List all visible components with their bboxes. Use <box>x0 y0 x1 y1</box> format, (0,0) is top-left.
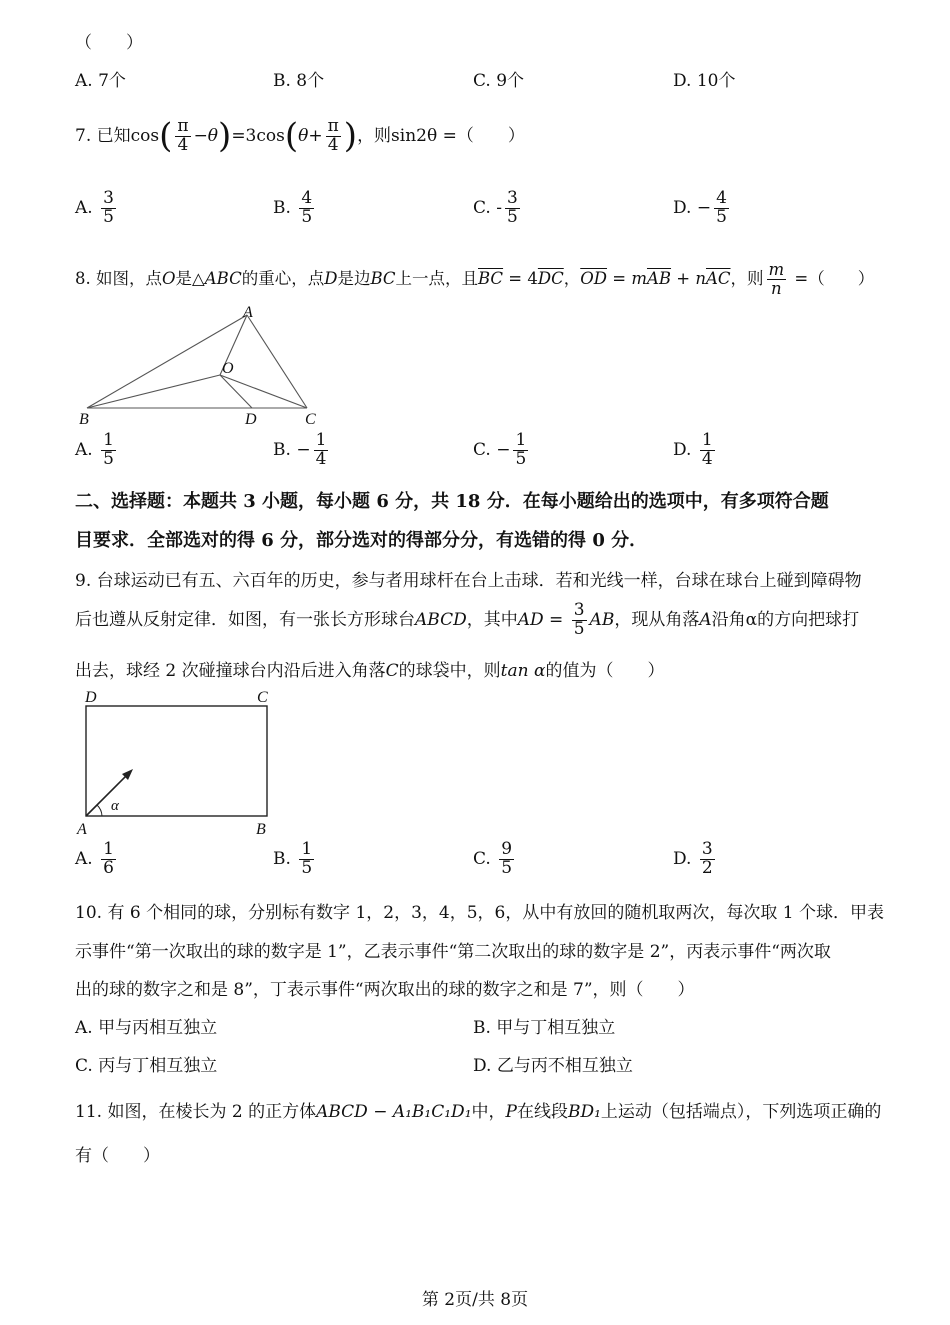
q8-option-c-den: 5 <box>515 448 527 469</box>
q7-option-a-den: 5 <box>103 206 114 227</box>
q8-stem <box>75 257 874 301</box>
q8-segment-bo <box>87 375 220 408</box>
q7-option-b-num: 4 <box>301 188 313 208</box>
q9-label-b: B <box>256 821 266 838</box>
q9-option-a-frac <box>101 841 116 878</box>
q9-option-b-label: B. <box>273 849 291 870</box>
q7-stem <box>75 112 525 160</box>
q11-point-p: P <box>505 1102 517 1122</box>
q7-paren-open: ( <box>159 116 173 156</box>
q8-frac-m-n <box>767 261 787 297</box>
q8-point-d: D <box>324 268 338 288</box>
q9-corner-c: C <box>385 661 399 681</box>
q8-option-a-label: A. <box>75 440 93 461</box>
q8-label-b: B <box>79 411 89 428</box>
q8-option-b <box>273 432 331 469</box>
q7-minus-theta: −θ <box>193 125 219 146</box>
q9-line2-b: ，其中 <box>466 609 518 630</box>
q11-line1 <box>75 1097 881 1122</box>
q7-option-b-label: B. <box>273 198 291 219</box>
q8-comma: ， <box>563 268 581 288</box>
question-paren: （ ） <box>75 33 143 53</box>
q9-ab: AB <box>589 609 615 630</box>
q8-text-c: 的重心，点 <box>241 268 325 288</box>
q9-abcd: ABCD <box>415 609 467 630</box>
q7-theta-plus: θ+ <box>298 125 323 146</box>
q8-option-a-num: 1 <box>103 430 114 450</box>
page-footer: 第 2页/共 8页 <box>421 1290 529 1310</box>
q8-point-o: O <box>162 268 176 288</box>
q7-eq: =3cos <box>231 125 285 146</box>
q9-option-d-den: 2 <box>701 857 713 878</box>
q10-line2: 示事件“第一次取出的球的数字是 1”，乙表示事件“第二次取出的球的数字是 2”，丙表示事件“两次取 <box>75 942 831 962</box>
q7-frac2-num: π <box>327 115 339 136</box>
q6-option-d: D. 10个 <box>673 71 736 91</box>
q9-shot-arrow-shaft <box>86 772 130 816</box>
q7-tail: ，则sin2θ =（ ） <box>357 125 525 146</box>
q8-text-e: 上一点，且 <box>395 268 478 288</box>
q8-option-a <box>75 432 119 469</box>
q8-option-c-frac <box>513 432 528 469</box>
q7-option-c-sign: - <box>496 198 502 219</box>
q10-line3: 出的球的数字之和是 8”，丁表示事件“两次取出的球的数字之和是 7”，则（ ） <box>75 980 695 1000</box>
q7-frac2-den: 4 <box>327 134 339 155</box>
q11-line1-a: 11. 如图，在棱长为 2 的正方体 <box>75 1102 317 1122</box>
q9-corner-a: A <box>699 609 712 630</box>
q9-ad: AD <box>517 609 544 630</box>
q8-option-a-frac <box>101 432 116 469</box>
q7-option-c-den: 5 <box>506 206 518 227</box>
q8-segment-od <box>220 375 252 408</box>
q8-vec-ac: $\overline{AC}$ <box>705 268 731 288</box>
q10-option-c: C. 丙与丁相互独立 <box>75 1056 218 1076</box>
q11-line1-b: 中， <box>471 1102 506 1122</box>
q7-frac-den: 4 <box>177 134 189 155</box>
q7-fraction-pi-4 <box>175 115 190 155</box>
q8-option-d <box>673 432 718 469</box>
q8-vec-ab: $\overline{AB}$ <box>646 268 672 288</box>
q11-line1-d: 上运动（包括端点），下列选项正确的 <box>600 1102 882 1122</box>
q9-line2-d: 沿角α的方向把球打 <box>711 609 860 630</box>
q9-option-a-label: A. <box>75 849 93 870</box>
q8-option-b-frac <box>314 432 329 469</box>
q8-vec-od: $\overline{OD}$ <box>580 268 608 288</box>
q8-option-c-label: C. <box>473 440 491 461</box>
q7-option-a-label: A. <box>75 198 93 219</box>
q8-option-d-num: 1 <box>701 430 713 450</box>
q9-option-a-num: 1 <box>103 839 114 859</box>
q7-frac-num: π <box>177 115 189 136</box>
q8-vec-dc: $\overline{DC}$ <box>537 268 564 288</box>
q8-label-d: D <box>245 411 257 428</box>
q7-option-d-label: D. <box>673 198 692 219</box>
q8-frac-m: m <box>768 260 785 280</box>
q9-line1: 9. 台球运动已有五、六百年的历史，参与者用球杆在台上击球．若和光线一样，台球在球台上碰到障碍物 <box>75 571 862 591</box>
q9-option-c-frac <box>499 841 514 878</box>
q9-option-c <box>473 841 517 878</box>
section-2-heading-line2: 目要求．全部选对的得 6 分，部分选对的得部分分，有选错的得 0 分． <box>75 530 648 551</box>
q9-option-d-label: D. <box>673 849 692 870</box>
q9-line3-a: 出去，球经 2 次碰撞球台内沿后进入角落 <box>75 661 386 681</box>
q9-option-b-den: 5 <box>301 857 313 878</box>
q7-option-d-num: 4 <box>716 188 727 208</box>
q8-option-b-den: 4 <box>315 448 327 469</box>
q9-label-alpha: α <box>111 798 119 814</box>
q9-option-b <box>273 841 317 878</box>
q9-eq: = <box>543 609 569 630</box>
q10-option-a: A. 甲与丙相互独立 <box>75 1018 218 1038</box>
q7-option-c <box>473 190 523 227</box>
q7-paren-close-2: ) <box>343 116 358 156</box>
q9-label-c: C <box>257 689 268 706</box>
q9-line2 <box>75 598 859 642</box>
q6-option-c: C. 9个 <box>473 71 525 91</box>
q8-label-o: O <box>222 360 234 377</box>
q8-side-bc: BC <box>370 268 396 288</box>
q8-option-d-frac <box>700 432 715 469</box>
q9-option-c-label: C. <box>473 849 491 870</box>
q11-line1-c: 在线段 <box>516 1102 568 1122</box>
q7-option-d-sign: − <box>696 198 712 219</box>
q9-option-d <box>673 841 718 878</box>
q11-segment-bd1: BD₁ <box>567 1102 601 1122</box>
q9-frac-den: 5 <box>573 618 585 639</box>
q8-option-c-num: 1 <box>515 430 527 450</box>
q11-cube: ABCD − A₁B₁C₁D₁ <box>316 1102 472 1122</box>
section-2-heading-line1: 二、选择题：本题共 3 小题，每小题 6 分，共 18 分．在每小题给出的选项中，有多项符合题 <box>75 491 829 512</box>
q10-line1: 10. 有 6 个相同的球，分别标有数字 1，2，3，4，5，6，从中有放回的随机取两次，每次取 1 个球．甲表 <box>75 903 884 923</box>
q7-fraction-pi-4-b <box>326 115 341 155</box>
q9-option-a <box>75 841 119 878</box>
q9-line3 <box>75 656 664 681</box>
q8-eq4: = 4 <box>503 268 538 288</box>
q7-option-d <box>673 190 732 227</box>
q9-label-d: D <box>85 689 97 706</box>
q8-option-d-den: 4 <box>701 448 713 469</box>
q7-cos: cos <box>130 125 160 146</box>
q8-triangle-figure <box>75 303 335 428</box>
q9-label-a: A <box>77 821 87 838</box>
q8-option-d-label: D. <box>673 440 692 461</box>
q7-option-c-label: C. <box>473 198 491 219</box>
q8-frac-n: n <box>771 278 782 298</box>
q8-triangle: △ABC <box>192 268 242 288</box>
q8-label-c: C <box>305 411 316 428</box>
q9-line3-b: 的球袋中，则 <box>398 661 501 681</box>
q8-option-c-sign: − <box>496 440 511 461</box>
q8-label-a: A <box>243 304 253 321</box>
q9-option-d-num: 3 <box>701 839 713 859</box>
q9-line2-a: 后也遵从反射定律．如图，有一张长方形球台 <box>75 609 415 630</box>
q9-option-d-frac <box>700 841 715 878</box>
q8-segment-oc <box>220 375 307 408</box>
q11-line2: 有（ ） <box>75 1146 160 1166</box>
q8-text-b: 是 <box>175 268 193 288</box>
q7-option-c-num: 3 <box>506 188 518 208</box>
q8-edge-ac <box>247 315 307 408</box>
q9-option-c-den: 5 <box>501 857 513 878</box>
q7-option-c-frac <box>505 190 520 227</box>
q9-option-c-num: 9 <box>501 839 513 859</box>
q7-number: 7. 已知 <box>75 125 131 146</box>
q7-option-a-frac <box>101 190 116 227</box>
q9-line3-c: 的值为（ ） <box>545 661 665 681</box>
q9-tan-alpha: tan α <box>500 661 546 681</box>
q8-text-d: 是边 <box>337 268 371 288</box>
q6-option-a: A. 7个 <box>75 71 126 91</box>
q8-plusn: + n <box>671 268 706 288</box>
q9-frac-3-5 <box>572 599 587 639</box>
q8-option-c <box>473 432 531 469</box>
q8-vec-bc: $\overline{BC}$ <box>478 268 504 288</box>
q9-line2-c: ，现从角落 <box>614 609 700 630</box>
q10-option-d: D. 乙与丙不相互独立 <box>473 1056 633 1076</box>
q10-option-b: B. 甲与丁相互独立 <box>473 1018 616 1038</box>
q7-option-a-num: 3 <box>103 188 114 208</box>
q6-option-b: B. 8个 <box>273 71 325 91</box>
q9-option-b-num: 1 <box>301 839 313 859</box>
q8-text-f: ，则 <box>730 268 764 288</box>
q7-paren-close: ) <box>218 116 232 156</box>
q9-option-b-frac <box>299 841 314 878</box>
q7-option-b-den: 5 <box>301 206 313 227</box>
q8-option-b-sign: − <box>296 440 311 461</box>
q9-option-a-den: 6 <box>103 857 114 878</box>
q8-option-b-num: 1 <box>315 430 327 450</box>
q8-eqm: = m <box>607 268 647 288</box>
q7-option-d-frac <box>714 190 729 227</box>
q7-paren-open-2: ( <box>284 116 299 156</box>
q8-option-a-den: 5 <box>103 448 114 469</box>
q8-text-a: 8. 如图，点 <box>75 268 162 288</box>
q9-frac-num: 3 <box>573 599 585 620</box>
q7-option-b <box>273 190 317 227</box>
q7-option-a <box>75 190 119 227</box>
q7-option-d-den: 5 <box>716 206 727 227</box>
q8-tail: =（ ） <box>789 268 875 288</box>
q7-option-b-frac <box>299 190 314 227</box>
q9-pool-table-figure <box>75 686 285 838</box>
q9-angle-arc <box>97 805 102 816</box>
q8-option-b-label: B. <box>273 440 291 461</box>
